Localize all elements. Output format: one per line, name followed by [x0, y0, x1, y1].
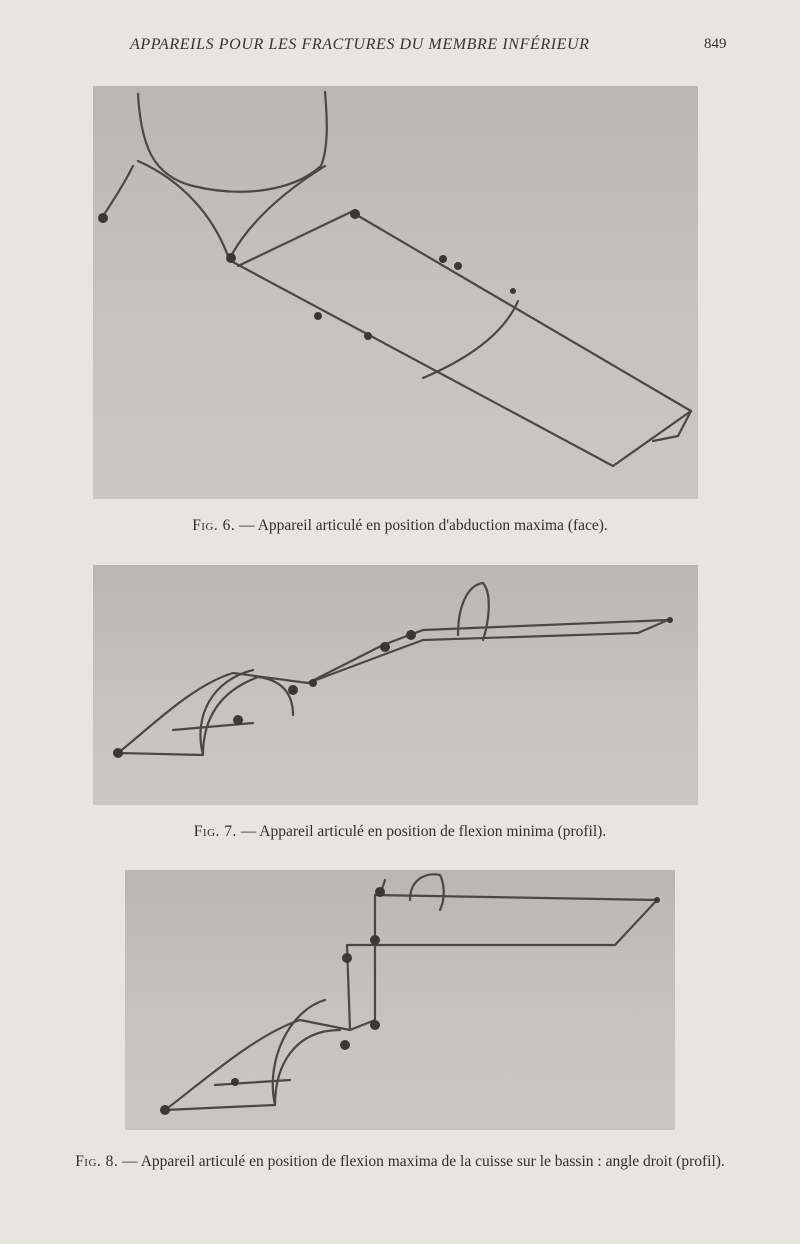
- figure-7-label: Fig. 7.: [193, 823, 237, 840]
- figure-7-apparatus-drawing: [93, 565, 698, 805]
- figure-6-caption-text: — Appareil articulé en position d'abduction maxima (face).: [235, 517, 608, 534]
- figure-7-caption: [40, 822, 760, 841]
- figure-6-photo: [93, 86, 698, 499]
- figure-6-apparatus-drawing: [93, 86, 698, 499]
- running-head: [0, 36, 800, 60]
- figure-6-label: Fig. 6.: [192, 517, 236, 534]
- figure-6-caption: [40, 516, 760, 535]
- figure-8-apparatus-drawing: [125, 870, 675, 1130]
- figure-7-caption-text: — Appareil articulé en position de flexion minima (profil).: [236, 823, 607, 840]
- figure-7-photo: [93, 565, 698, 805]
- page-number: 849: [704, 36, 727, 52]
- running-title: APPAREILS POUR LES FRACTURES DU MEMBRE INFÉRIEUR: [130, 36, 590, 53]
- figure-8-caption: [40, 1152, 760, 1171]
- figure-8-photo: [125, 870, 675, 1130]
- figure-8-label: Fig. 8.: [75, 1153, 119, 1170]
- figure-8-caption-text: — Appareil articulé en position de flexion maxima de la cuisse sur le bassin : angle droit (profil).: [118, 1153, 725, 1170]
